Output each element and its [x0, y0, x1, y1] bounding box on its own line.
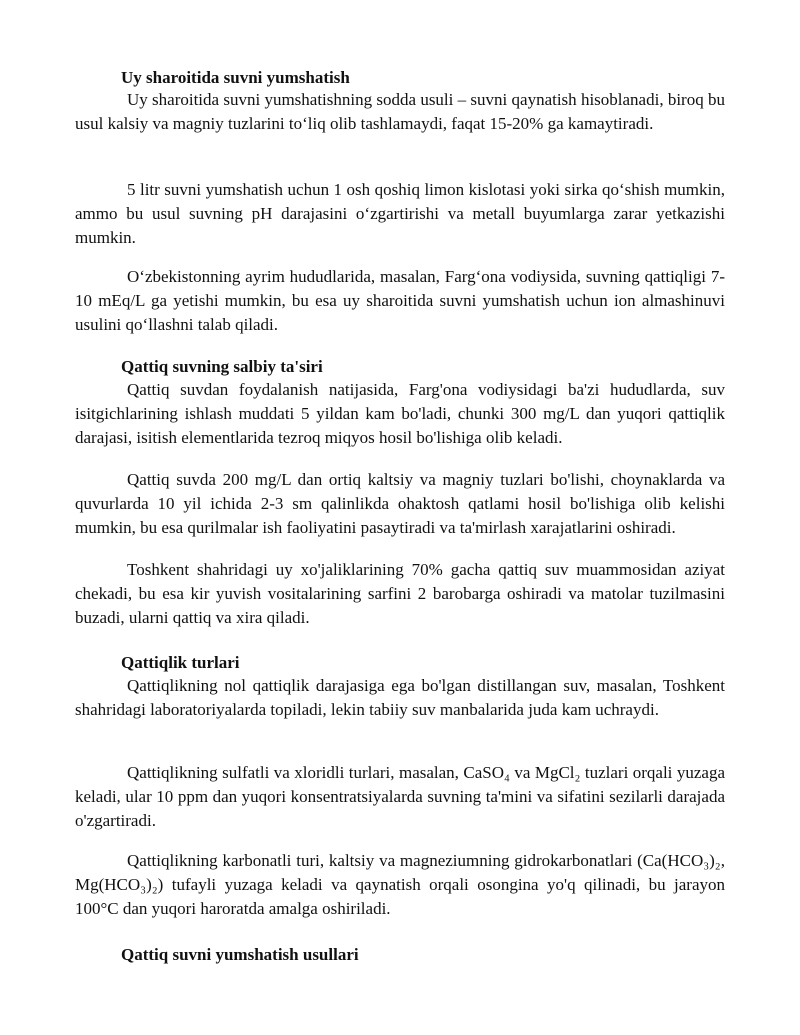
paragraph-zero-hardness: Qattiqlikning nol qattiqlik darajasiga ega bo'lgan distillangan suv, masalan, Toshkent shahridagi laboratoriyalarda topiladi, lekin tabiiy suv manbalarida juda kam uchraydi.	[75, 676, 725, 719]
paragraph-sulfate-chloride: Qattiqlikning sulfatli va xloridli turlari, masalan, CaSO₄ va MgCl₂ tuzlari orqali yuzaga keladi, ular 10 ppm dan yuqori konsentratsiyalarda suvning ta'mini va sifatini sezilarli darajada o'zgartiradi.	[75, 763, 725, 830]
paragraph-carbonate-hardness: Qattiqlikning karbonatli turi, kaltsiy va magneziumning gidrokarbonatlari (Ca(HCO₃)₂, Mg(HCO₃)₂) tufayli yuzaga keladi va qaynatish orqali osongina yo'q qilinadi, bu jarayon 100°C dan yuqori haroratda amalga oshiriladi.	[75, 851, 725, 918]
paragraph-citric-acid: 5 litr suvni yumshatish uchun 1 osh qoshiq limon kislotasi yoki sirka qo‘shish mumkin, ammo bu usul suvning pH darajasini o‘zgartirishi va metall buyumlarga zarar yetkazishi mumkin.	[75, 180, 725, 247]
section-heading-negative-effects: Qattiq suvning salbiy ta'siri	[121, 357, 323, 376]
paragraph-fergana-hardness: O‘zbekistonning ayrim hududlarida, masalan, Farg‘ona vodiysida, suvning qattiqligi 7-10 mEq/L ga yetishi mumkin, bu esa uy sharoitida suvni yumshatish uchun ion almashinuvi usulini qo‘llashni talab qiladi.	[75, 267, 725, 334]
paragraph-limescale: Qattiq suvda 200 mg/L dan ortiq kaltsiy va magniy tuzlari bo'lishi, choynaklarda va quvurlarda 10 yil ichida 2-3 sm qalinlikda ohaktosh qatlami hosil bo'lishiga olib kelishi mumkin, bu esa qurilmalar ish faoliyatini pasaytiradi va ta'mirlash xarajatlarini oshiradi.	[75, 470, 725, 537]
paragraph-tashkent-households: Toshkent shahridagi uy xo'jaliklarining 70% gacha qattiq suv muammosidan aziyat chekadi, bu esa kir yuvish vositalarining sarfini 2 barobarga oshiradi va matolar tuzilmasini buzadi, ularni qattiq va xira qiladi.	[75, 560, 725, 627]
paragraph-boiling-method: Uy sharoitida suvni yumshatishning sodda usuli – suvni qaynatish hisoblanadi, biroq bu usul kalsiy va magniy tuzlarini to‘liq olib tashlamaydi, faqat 15-20% ga kamaytiradi.	[75, 90, 725, 133]
paragraph-heater-lifespan: Qattiq suvdan foydalanish natijasida, Farg'ona vodiysidagi ba'zi hududlarda, suv isitgichlarining ishlash muddati 5 yildan kam bo'ladi, chunki 300 mg/L dan yuqori qattiqlik darajasi, isitish elementlarida tezroq miqyos hosil bo'lishiga olib keladi.	[75, 380, 725, 447]
section-heading-softening-methods: Qattiq suvni yumshatish usullari	[121, 945, 359, 964]
section-heading-home-softening: Uy sharoitida suvni yumshatish	[121, 68, 350, 87]
section-heading-hardness-types: Qattiqlik turlari	[121, 653, 240, 672]
